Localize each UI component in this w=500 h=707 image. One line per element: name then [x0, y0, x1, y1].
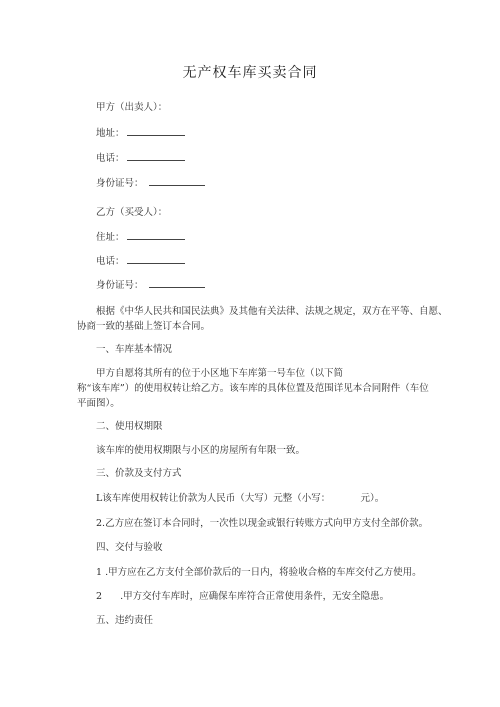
party-a-address: [96, 126, 185, 141]
section-2-line-1: 该车库的使用权期限与小区的房屋所有年限一致。: [96, 445, 306, 456]
party-b-heading: 乙方（买受人）：: [96, 207, 168, 218]
section-3-heading: 三、价款及支付方式: [96, 468, 182, 479]
party-b-address-label: 住址：: [96, 232, 125, 243]
party-a-id-blank: [149, 176, 205, 186]
party-a-heading: 甲方（出卖人）：: [96, 102, 168, 113]
section-5-heading: 五、违约责任: [96, 615, 154, 626]
party-b-id: [96, 278, 205, 293]
section-3-line-1: L该车库使用权转让价款为人民币（大写）元整（小写： 元）。: [96, 493, 385, 504]
party-b-phone-label: 电话：: [96, 256, 125, 267]
section-1-line-2: 称“该车库”）的使用权转让给乙方。该车库的具体位置及范围详见本合同附件（车位: [77, 383, 429, 394]
party-a-id-label: 身份证号：: [96, 178, 144, 189]
section-2-heading: 二、使用权期限: [96, 421, 163, 432]
party-a-phone-blank: [127, 151, 185, 161]
section-1-line-1: 甲方自愿将其所有的位于小区地下车库第一号车位（以下简: [96, 368, 344, 379]
party-b-address-blank: [127, 230, 185, 240]
party-b-phone-blank: [127, 254, 185, 264]
party-a-address-label: 地址：: [96, 128, 125, 139]
section-4-heading: 四、交付与验收: [96, 542, 163, 553]
party-a-id: [96, 176, 205, 191]
party-b-id-label: 身份证号：: [96, 280, 144, 291]
party-a-phone-label: 电话：: [96, 153, 125, 164]
section-1-heading: 一、车库基本情况: [96, 344, 173, 355]
party-b-phone: [96, 254, 185, 269]
document-title: 无产权车库买卖合同: [182, 65, 318, 81]
party-b-address: [96, 230, 185, 245]
section-4-line-2: 2 .甲方交付车库时，应确保车库符合正常使用条件，无安全隐患。: [96, 591, 390, 602]
party-a-phone: [96, 151, 185, 166]
party-a-address-blank: [127, 126, 185, 136]
preamble-line-2: 协商一致的基础上签订本合同。: [77, 321, 211, 332]
preamble-line-1: 根据《中华人民共和国民法典》及其他有关法律、法规之规定，双方在平等、自愿、: [96, 306, 448, 317]
party-b-id-blank: [149, 278, 205, 288]
section-1-line-3: 平面图）。: [77, 398, 120, 409]
section-3-line-2: 2.乙方应在签订本合同时，一次性以现金或银行转账方式向甲方支付全部价款。: [96, 518, 429, 529]
section-4-line-1: 1 .甲方应在乙方支付全部价款后的一日内，将验收合格的车库交付乙方使用。: [96, 567, 422, 578]
